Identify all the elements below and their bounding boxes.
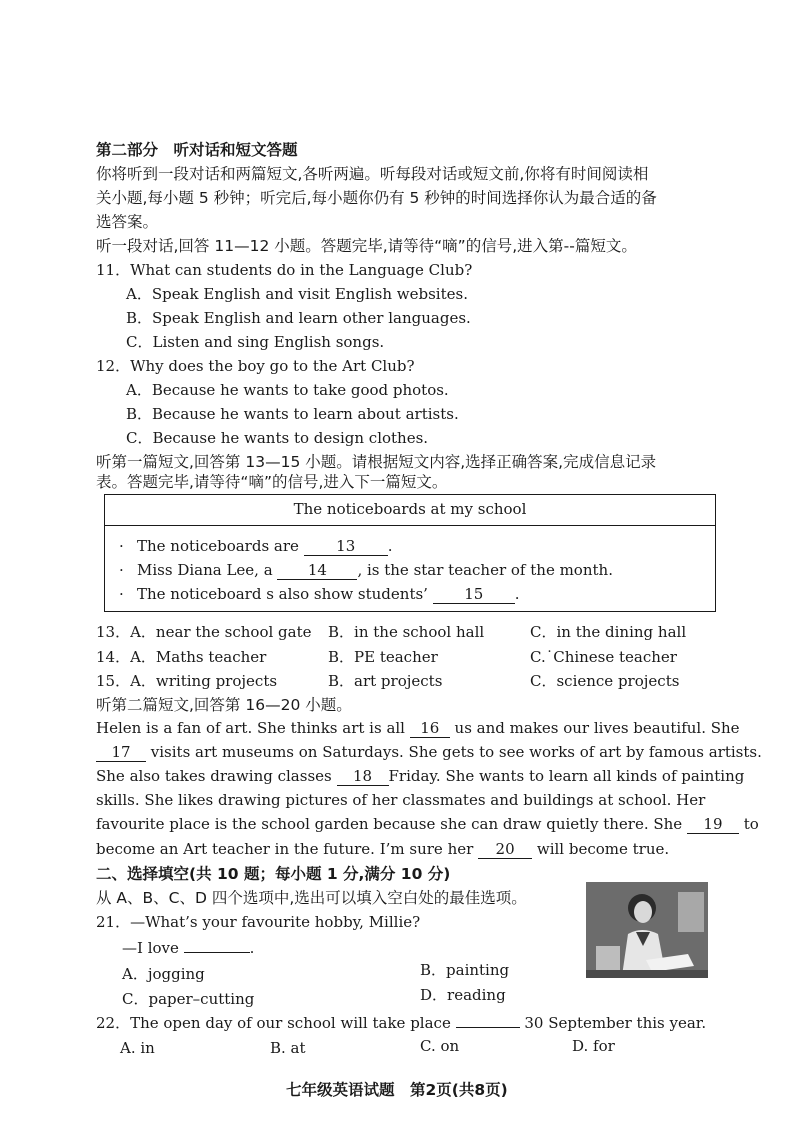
q11-option-a: A．Speak English and visit English websites.: [126, 285, 468, 303]
blank-17: 17: [96, 743, 146, 762]
q11-stem: 11．What can students do in the Language Club?: [96, 261, 473, 279]
passage2-line5: favourite place is the school garden because she can draw quietly there. She 19 to: [96, 815, 759, 833]
q13-option-c: C．in the dining hall: [530, 623, 687, 641]
answer-blank: [456, 1013, 520, 1028]
bullet: ·: [119, 561, 124, 579]
q22-option-b: B. at: [270, 1039, 306, 1057]
passage1-instruction-line2: 表。答题完毕,请等待“嘀”的信号,进入下一篇短文。: [96, 473, 448, 491]
blank-13: 13: [304, 537, 388, 556]
q14-option-c: C.˙Chinese teacher: [530, 648, 677, 666]
page-footer: 七年级英语试题 第2页(共8页): [286, 1081, 508, 1099]
q22-option-a: A. in: [120, 1039, 155, 1057]
passage2-line2: 17 visits art museums on Saturdays. She gets to see works of art by famous artists.: [96, 742, 762, 762]
part2-heading: 第二部分 听对话和短文答题: [96, 141, 298, 159]
bullet: ·: [119, 537, 124, 555]
section2-heading: 二、选择填空(共 10 题；每小题 1 分,满分 10 分): [96, 865, 451, 883]
part2-instructions-line3: 选答案。: [96, 213, 159, 231]
q15-option-a: 15．A．writing projects: [96, 672, 278, 690]
q22-option-d: D. for: [572, 1037, 615, 1055]
blank-19: 19: [687, 815, 739, 834]
q12-option-a: A．Because he wants to take good photos.: [126, 381, 449, 399]
q13-option-a: 13．A．near the school gate: [96, 623, 312, 641]
blank-14: 14: [277, 561, 357, 580]
section2-instruction: 从 A、B、C、D 四个选项中,选出可以填入空白处的最佳选项。: [96, 889, 527, 907]
q11-option-b: B．Speak English and learn other languages.: [126, 309, 471, 327]
girl-reading-illustration: [586, 882, 708, 978]
passage2-line3: She also takes drawing classes 18 Friday. She wants to learn all kinds of painting: [96, 767, 745, 785]
passage2-instruction: 听第二篇短文,回答第 16—20 小题。: [96, 696, 352, 714]
q15-option-b: B．art projects: [328, 672, 443, 690]
table-row-13: · The noticeboards are 13 .: [119, 537, 393, 555]
q12-stem: 12．Why does the boy go to the Art Club?: [96, 357, 415, 375]
passage2-line4: skills. She likes drawing pictures of her classmates and buildings at school. Her: [96, 791, 706, 809]
blank-20: 20: [478, 840, 532, 859]
q21-stem: 21．—What’s your favourite hobby, Millie?: [96, 913, 421, 931]
q21-option-b: B．painting: [420, 961, 510, 979]
q22-stem: 22．The open day of our school will take place 30 September this year.: [96, 1014, 707, 1032]
q22-option-c: C. on: [420, 1037, 460, 1055]
blank-16: 16: [410, 719, 450, 738]
passage2-line6: become an Art teacher in the future. I’m sure her 20 will become true.: [96, 840, 670, 858]
table-row-15: · The noticeboard s also show students’ 15 .: [119, 585, 520, 603]
q12-option-b: B．Because he wants to learn about artists.: [126, 405, 459, 423]
bullet: ·: [119, 585, 124, 603]
q21-option-d: D．reading: [420, 986, 506, 1004]
passage2-line1: Helen is a fan of art. She thinks art is all 16 us and makes our lives beautiful. She: [96, 719, 740, 737]
answer-blank: [184, 938, 250, 953]
noticeboard-info-table: [104, 494, 716, 612]
dialogue-instruction: 听一段对话,回答 11—12 小题。答题完毕,请等待“嘀”的信号,进入第--篇短文。: [96, 237, 637, 255]
q21-option-c: C．paper–cutting: [122, 990, 255, 1008]
table-row-14: · Miss Diana Lee, a 14 , is the star teacher of the month.: [119, 561, 613, 579]
q13-option-b: B．in the school hall: [328, 623, 485, 641]
q21-option-a: A．jogging: [122, 965, 205, 983]
q14-option-a: 14．A．Maths teacher: [96, 648, 267, 666]
q15-option-c: C．science projects: [530, 672, 680, 690]
q12-option-c: C．Because he wants to design clothes.: [126, 429, 429, 447]
table-title: The noticeboards at my school: [105, 495, 715, 526]
passage1-instruction-line1: 听第一篇短文,回答第 13—15 小题。请根据短文内容,选择正确答案,完成信息记录: [96, 453, 657, 471]
part2-instructions-line1: 你将听到一段对话和两篇短文,各听两遍。听每段对话或短文前,你将有时间阅读相: [96, 165, 649, 183]
q21-reply: —I love .: [122, 939, 255, 957]
blank-18: 18: [337, 767, 389, 786]
q11-option-c: C．Listen and sing English songs.: [126, 333, 385, 351]
part2-instructions-line2: 关小题,每小题 5 秒钟；听完后,每小题你仍有 5 秒钟的时间选择你认为最合适的备: [96, 189, 657, 207]
blank-15: 15: [433, 585, 515, 604]
q14-option-b: B．PE teacher: [328, 648, 438, 666]
